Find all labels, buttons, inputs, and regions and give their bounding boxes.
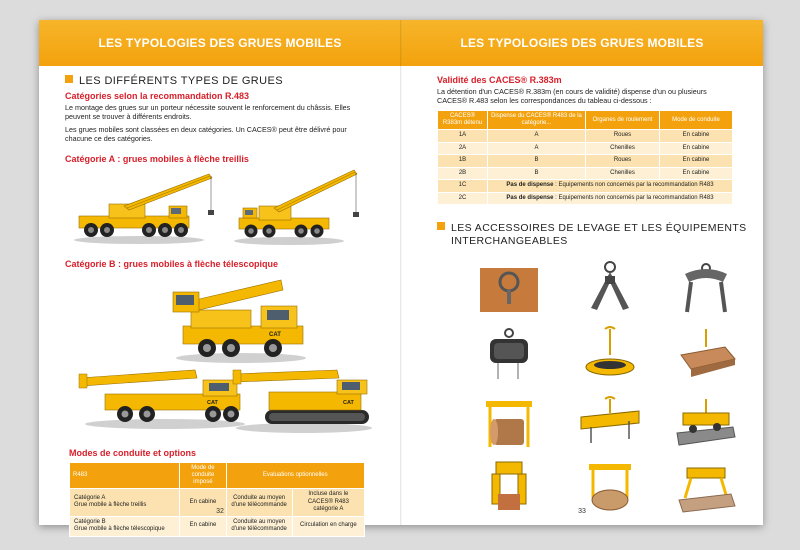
cat-logo-3: CAT — [343, 400, 354, 406]
intro-paragraph-1: Le montage des grues sur un porteur nécessite souvent le renforcement du châssis. Elles peuvent se trouver à différents endroits. — [65, 103, 351, 122]
book-spine — [400, 20, 402, 525]
lifting-magnet-accessory-image — [577, 325, 643, 381]
corr-cell: 2B — [438, 167, 488, 180]
modes-cell-option-2: Circulation en charge — [292, 516, 364, 536]
clamp-tongs-accessory-image — [673, 260, 739, 316]
telescopic-crane-figure-2 — [75, 360, 245, 430]
modes-table — [69, 462, 365, 537]
modes-cell-option-2: Incluse dans le CACES® R483 catégorie A — [292, 489, 364, 517]
table-row — [438, 192, 733, 205]
left-page — [39, 20, 401, 532]
modes-header-options: Evaluations optionnelles — [226, 463, 364, 489]
modes-cell-mode: En cabine — [180, 489, 226, 517]
roll-clamp-accessory-image — [577, 458, 643, 514]
header-title: LES TYPOLOGIES DES GRUES MOBILES — [98, 36, 342, 50]
corr-cell: B — [488, 167, 586, 180]
modes-cell-category: Catégorie B Grue mobile à flèche télescopique — [70, 516, 180, 536]
corr-header-detenu: CACES® R383m détenu — [438, 111, 488, 130]
category-a-title: Catégorie A : grues mobiles à flèche treillis — [65, 154, 249, 164]
corr-cell: 1A — [438, 130, 488, 143]
bullet-square-icon — [65, 75, 73, 83]
chain-hoist-accessory-image — [476, 325, 542, 381]
corr-cell: En cabine — [660, 142, 733, 155]
accessories-title: LES ACCESSOIRES DE LEVAGE ET LES ÉQUIPEMENTS INTERCHANGEABLES — [437, 222, 747, 248]
corr-cell-wide: Pas de dispense : Equipements non concernés par la recommandation R483 — [488, 192, 733, 205]
modes-cell-mode: En cabine — [180, 516, 226, 536]
corr-cell: 1B — [438, 155, 488, 168]
intro-paragraph-2: Les grues mobiles sont classées en deux catégories. Un CACES® peut être délivré pour chacune ce des catégories. — [65, 125, 347, 144]
corr-cell: 2A — [438, 142, 488, 155]
vacuum-lifter-accessory-image — [673, 395, 739, 451]
corr-cell: Roues — [586, 155, 660, 168]
telescopic-crane-figure-1 — [161, 270, 311, 365]
corr-cell: 2C — [438, 192, 488, 205]
modes-title: Modes de conduite et options — [69, 448, 197, 458]
plate-clamp-load-accessory-image — [673, 325, 739, 381]
table-row — [438, 142, 733, 155]
spreader-beam-accessory-image — [577, 395, 643, 451]
drum-lifter-accessory-image — [476, 395, 542, 451]
right-page — [401, 20, 763, 525]
corr-cell: Roues — [586, 130, 660, 143]
table-row — [438, 167, 733, 180]
corr-cell: B — [488, 155, 586, 168]
corr-cell-wide: Pas de dispense : Equipements non concernés par la recommandation R483 — [488, 180, 733, 193]
page-number-right: 33 — [578, 508, 586, 515]
cat-logo-2: CAT — [207, 400, 218, 406]
validity-paragraph: La détention d'un CACES® R.383m (en cours de validité) dispense d'un ou plusieurs CACES® R.483 selon les correspondances du tableau ci-dessous : — [437, 87, 707, 106]
category-b-title: Catégorie B : grues mobiles à flèche télescopique — [65, 259, 279, 269]
lifting-claw-accessory-image — [577, 260, 643, 316]
validity-title: Validité des CACES® R.383m — [437, 75, 562, 85]
bullet-square-icon — [437, 222, 445, 230]
crawler-crane-figure — [229, 360, 379, 435]
brochure-spread — [39, 20, 763, 532]
section-title: LES DIFFÉRENTS TYPES DE GRUES — [65, 75, 283, 87]
corr-cell: En cabine — [660, 130, 733, 143]
header-band — [39, 20, 401, 66]
corr-cell: Chenilles — [586, 142, 660, 155]
modes-header-r483: R483 — [70, 463, 180, 489]
stone-slab-lifter-accessory-image — [673, 458, 739, 514]
modes-cell-option-1: Conduite au moyen d'une télécommande — [226, 489, 292, 517]
corr-cell: Chenilles — [586, 167, 660, 180]
eye-bolt-accessory-image — [476, 260, 542, 316]
table-row — [438, 155, 733, 168]
cat-logo-1: CAT — [269, 332, 281, 338]
header-title: LES TYPOLOGIES DES GRUES MOBILES — [460, 36, 704, 50]
block-clamp-accessory-image — [476, 458, 542, 514]
corr-header-dispense: Dispense du CACES® R483 de la catégorie... — [488, 111, 586, 130]
modes-cell-option-1: Conduite au moyen d'une télécommande — [226, 516, 292, 536]
recommendation-subtitle: Catégories selon la recommandation R.483 — [65, 91, 250, 101]
corr-cell: A — [488, 142, 586, 155]
modes-header-mode: Mode de conduite imposé — [180, 463, 226, 489]
correspondence-table — [437, 110, 733, 205]
table-row — [438, 130, 733, 143]
corr-cell: En cabine — [660, 167, 733, 180]
lattice-crane-figure-2 — [229, 168, 369, 246]
lattice-crane-figure-1 — [69, 170, 219, 245]
header-band — [401, 20, 763, 66]
table-row — [438, 180, 733, 193]
corr-cell: A — [488, 130, 586, 143]
corr-cell: En cabine — [660, 155, 733, 168]
corr-header-organes: Organes de roulement — [586, 111, 660, 130]
modes-cell-category: Catégorie A Grue mobile à flèche treillis — [70, 489, 180, 517]
page-number-left: 32 — [216, 508, 224, 515]
corr-cell: 1C — [438, 180, 488, 193]
table-row — [70, 516, 365, 536]
corr-header-mode: Mode de conduite — [660, 111, 733, 130]
